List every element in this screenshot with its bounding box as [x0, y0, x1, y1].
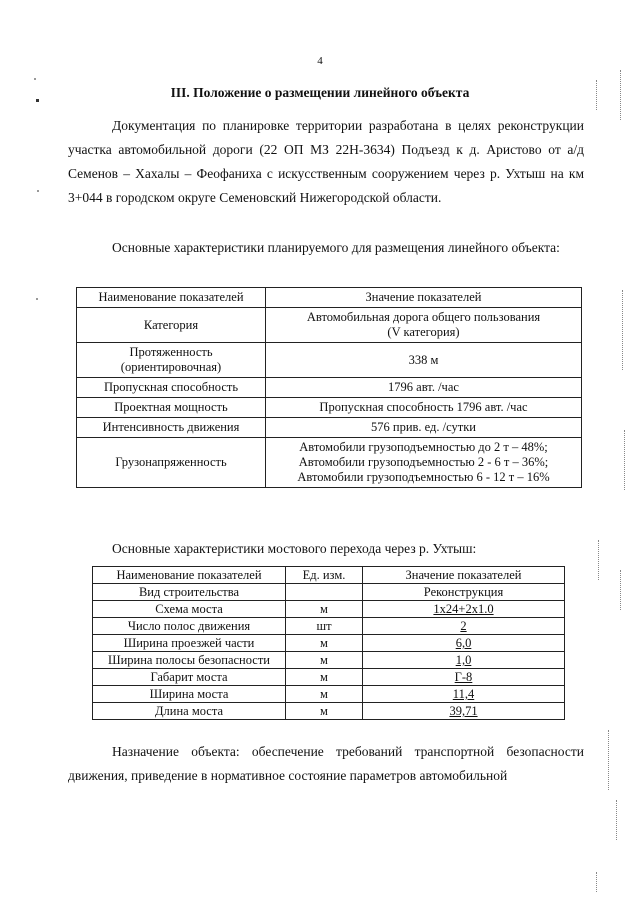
bridge-table-caption: Основные характеристики мостового перехода через р. Ухтыш:	[112, 541, 477, 556]
table-cell-value: 6,0	[363, 635, 565, 652]
table-row	[93, 618, 565, 635]
table-header-cell: Ед. изм.	[286, 567, 363, 584]
table-cell-name: Ширина моста	[93, 686, 286, 703]
value-line: Автомобили грузоподъемностью 2 - 6 т – 36%;	[298, 455, 549, 469]
table-cell-name: Грузонапряженность	[77, 438, 266, 488]
table-cell-name: Проектная мощность	[77, 398, 266, 418]
scan-edge-mark	[596, 80, 597, 110]
table-header-row	[93, 567, 565, 584]
scan-edge-mark	[608, 730, 609, 790]
scan-speck	[37, 190, 39, 192]
table-header-cell: Значение показателей	[266, 288, 582, 308]
table-cell-name: Ширина полосы безопасности	[93, 652, 286, 669]
table-cell-unit	[286, 584, 363, 601]
table-row	[93, 584, 565, 601]
name-line: (ориентировочная)	[120, 360, 222, 374]
table-cell-name: Категория	[77, 308, 266, 343]
table-row	[77, 308, 582, 343]
table-cell-name: Схема моста	[93, 601, 286, 618]
table-cell-name: Ширина проезжей части	[93, 635, 286, 652]
scan-edge-mark	[616, 800, 617, 840]
name-line: Протяженность	[129, 345, 213, 359]
table-row	[77, 378, 582, 398]
scan-edge-mark	[596, 872, 597, 892]
table-row	[93, 652, 565, 669]
value-line: Автомобили грузоподъемностью 6 - 12 т – 16%	[297, 470, 550, 484]
table-cell-name: Интенсивность движения	[77, 418, 266, 438]
table-cell-name: Габарит моста	[93, 669, 286, 686]
scan-speck	[34, 78, 36, 80]
table-cell-value: 1796 авт. /час	[266, 378, 582, 398]
table-row	[77, 343, 582, 378]
table-cell-unit: м	[286, 652, 363, 669]
value-line: (V категория)	[387, 325, 460, 339]
scan-speck	[36, 99, 39, 102]
table-cell-unit: м	[286, 601, 363, 618]
table-row	[93, 703, 565, 720]
scan-edge-mark	[620, 70, 621, 120]
table-cell-value: 2	[363, 618, 565, 635]
table-row	[93, 669, 565, 686]
table-cell-unit: м	[286, 635, 363, 652]
table-header-row	[77, 288, 582, 308]
table-cell-value	[266, 308, 582, 343]
scan-speck	[36, 298, 38, 300]
table-cell-value: 1,0	[363, 652, 565, 669]
linear-object-characteristics-table	[76, 287, 582, 488]
table-cell-name: Пропускная способность	[77, 378, 266, 398]
page-number: 4	[317, 55, 323, 67]
table-header-cell: Значение показателей	[363, 567, 565, 584]
table-cell-value: 338 м	[266, 343, 582, 378]
table-cell-value: 1х24+2х1.0	[363, 601, 565, 618]
table-cell-value: 39,71	[363, 703, 565, 720]
table-cell-name: Длина моста	[93, 703, 286, 720]
scan-edge-mark	[598, 540, 599, 580]
table-cell-value	[266, 438, 582, 488]
table-cell-value: Реконструкция	[363, 584, 565, 601]
table-row	[77, 418, 582, 438]
table-cell-unit: м	[286, 703, 363, 720]
value-line: Автомобильная дорога общего пользования	[306, 310, 541, 324]
table-header-cell: Наименование показателей	[93, 567, 286, 584]
value-line: Автомобили грузоподъемностью до 2 т – 48%;	[299, 440, 548, 454]
table-row	[93, 601, 565, 618]
table-header-cell: Наименование показателей	[77, 288, 266, 308]
table-cell-name	[77, 343, 266, 378]
table-row	[93, 635, 565, 652]
scan-edge-mark	[622, 290, 623, 370]
paragraph-purpose: Назначение объекта: обеспечение требований транспортной безопасности движения, приведение в нормативное состояние параметров автомобильной	[68, 744, 584, 783]
table-cell-value: Г-8	[363, 669, 565, 686]
table-cell-name: Вид строительства	[93, 584, 286, 601]
table-cell-unit: м	[286, 686, 363, 703]
scan-edge-mark	[624, 430, 625, 490]
paragraph-documentation: Документация по планировке территории разработана в целях реконструкции участка автомобильной дороги (22 ОП МЗ 22Н-3634) Подъезд к д. Аристово от а/д Семенов – Хахалы – Феофаниха с искусственным сооружением через р. Ухтыш на км 3+044 в городском округе Семеновский Нижегородской области.	[68, 118, 584, 205]
paragraph-characteristics-intro: Основные характеристики планируемого для размещения линейного объекта:	[112, 240, 560, 255]
table-cell-unit: шт	[286, 618, 363, 635]
bridge-characteristics-table	[92, 566, 565, 720]
table-cell-name: Число полос движения	[93, 618, 286, 635]
table-row	[93, 686, 565, 703]
table-cell-value: 576 прив. ед. /сутки	[266, 418, 582, 438]
table-cell-value: Пропускная способность 1796 авт. /час	[266, 398, 582, 418]
table-row	[77, 438, 582, 488]
table-cell-value: 11,4	[363, 686, 565, 703]
table-cell-unit: м	[286, 669, 363, 686]
section-heading: III. Положение о размещении линейного объекта	[170, 85, 470, 100]
scan-edge-mark	[620, 570, 621, 610]
table-row	[77, 398, 582, 418]
